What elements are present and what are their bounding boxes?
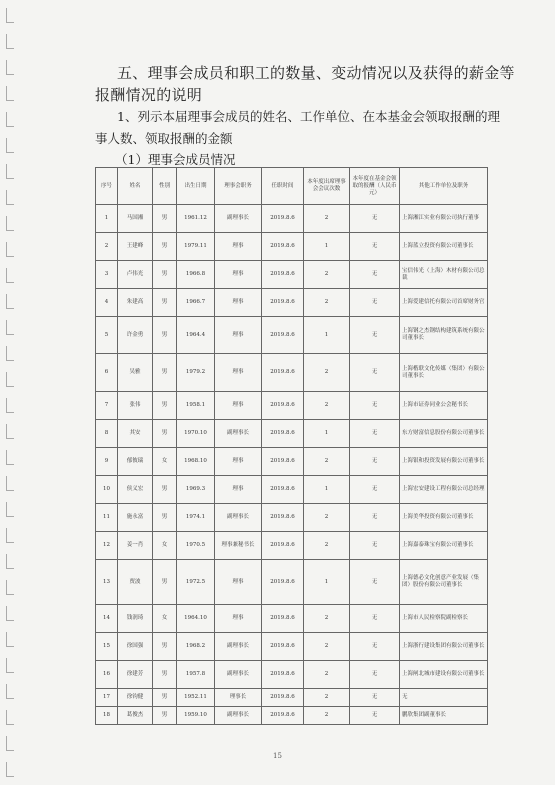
binding-mark [6,502,14,517]
paragraph-line2: 事人数、领取报酬的金额 [95,131,233,146]
cell-tenure: 2019.8.6 [262,605,304,633]
table-row [96,289,488,317]
cell-gender: 男 [153,707,177,725]
cell-birth: 1974.1 [177,504,215,532]
cell-pay: 无 [350,289,400,317]
cell-pay: 无 [350,661,400,689]
cell-meetings: 1 [304,233,350,261]
binding-mark [6,424,14,439]
cell-meetings: 2 [304,354,350,392]
cell-name: 王建峰 [118,233,153,261]
cell-tenure: 2019.8.6 [262,689,304,707]
cell-role: 副理事长 [215,504,262,532]
binding-mark [6,450,14,465]
header-cell: 本年度在基金会领取的报酬（人民币元） [350,168,400,205]
binding-mark [6,190,14,205]
cell-no: 11 [96,504,118,532]
cell-gender: 男 [153,233,177,261]
cell-org: 上海市人民检察院副检察长 [400,605,488,633]
paragraph-line1: 1、列示本届理事会成员的姓名、工作单位、在本基金会领取报酬的理 [117,109,500,124]
board-members-table [95,167,488,725]
cell-birth: 1964.10 [177,605,215,633]
header-cell: 理事会职务 [215,168,262,205]
cell-gender: 男 [153,289,177,317]
cell-name: 许金勇 [118,317,153,354]
binding-mark [6,112,14,127]
table-row [96,420,488,448]
cell-role: 副理事长 [215,661,262,689]
cell-meetings: 2 [304,605,350,633]
cell-meetings: 2 [304,661,350,689]
binding-mark [6,34,14,49]
cell-role: 理事 [215,392,262,420]
cell-role: 副理事长 [215,633,262,661]
cell-tenure: 2019.8.6 [262,532,304,560]
cell-name: 张伟 [118,392,153,420]
cell-gender: 女 [153,448,177,476]
cell-pay: 无 [350,233,400,261]
binding-mark [6,60,14,75]
cell-org: 上海德必文化创意产业发展（集团）股份有限公司董事长 [400,560,488,605]
header-cell: 其他工作单位及职务 [400,168,488,205]
cell-gender: 男 [153,392,177,420]
cell-pay: 无 [350,560,400,605]
cell-birth: 1964.4 [177,317,215,354]
cell-no: 8 [96,420,118,448]
cell-tenure: 2019.8.6 [262,420,304,448]
section-heading-line1: 五、理事会成员和职工的数量、变动情况以及获得的薪金等 [117,64,515,82]
cell-meetings: 2 [304,261,350,289]
cell-org: 上海美华投资有限公司董事长 [400,504,488,532]
cell-gender: 男 [153,560,177,605]
cell-gender: 男 [153,661,177,689]
cell-no: 10 [96,476,118,504]
cell-name: 姜一肖 [118,532,153,560]
cell-no: 17 [96,689,118,707]
cell-role: 理事长 [215,689,262,707]
cell-name: 徐建芳 [118,661,153,689]
cell-pay: 无 [350,261,400,289]
cell-name: 葛俊杰 [118,707,153,725]
cell-pay: 无 [350,354,400,392]
cell-gender: 男 [153,317,177,354]
cell-role: 理事 [215,448,262,476]
cell-no: 16 [96,661,118,689]
binding-mark [6,710,14,725]
cell-org: 上海闸北城市建设有限公司董事长 [400,661,488,689]
cell-gender: 男 [153,689,177,707]
binding-mark [6,138,14,153]
cell-tenure: 2019.8.6 [262,261,304,289]
cell-name: 郁彼瑞 [118,448,153,476]
header-cell: 姓名 [118,168,153,205]
binding-mark [6,736,14,751]
page-number: 15 [273,752,282,760]
table-row [96,661,488,689]
table-row [96,532,488,560]
cell-meetings: 2 [304,448,350,476]
cell-gender: 女 [153,605,177,633]
binding-mark [6,632,14,647]
cell-org: 上海银和投资发展有限公司董事长 [400,448,488,476]
cell-no: 6 [96,354,118,392]
cell-gender: 男 [153,420,177,448]
cell-role: 理事 [215,261,262,289]
cell-tenure: 2019.8.6 [262,392,304,420]
cell-gender: 男 [153,261,177,289]
cell-role: 理事兼秘书长 [215,532,262,560]
cell-role: 理事 [215,354,262,392]
table-row [96,317,488,354]
cell-name: 侯义宏 [118,476,153,504]
cell-tenure: 2019.8.6 [262,504,304,532]
cell-meetings: 2 [304,289,350,317]
cell-no: 13 [96,560,118,605]
cell-birth: 1979.2 [177,354,215,392]
cell-org: 鹏欣集团副董事长 [400,707,488,725]
binding-mark [6,346,14,361]
cell-pay: 无 [350,707,400,725]
cell-tenure: 2019.8.6 [262,661,304,689]
cell-name: 贾波 [118,560,153,605]
binding-mark [6,164,14,179]
cell-meetings: 2 [304,532,350,560]
cell-role: 副理事长 [215,420,262,448]
cell-meetings: 2 [304,504,350,532]
header-cell: 任职时间 [262,168,304,205]
cell-org: 上海嘉泰珠宝有限公司董事长 [400,532,488,560]
cell-no: 12 [96,532,118,560]
cell-name: 徐国强 [118,633,153,661]
cell-meetings: 2 [304,707,350,725]
table-row [96,476,488,504]
table-row [96,448,488,476]
cell-no: 15 [96,633,118,661]
binding-mark [6,320,14,335]
cell-pay: 无 [350,392,400,420]
cell-name: 钱润琦 [118,605,153,633]
cell-pay: 无 [350,420,400,448]
cell-role: 理事 [215,317,262,354]
binding-mark [6,372,14,387]
cell-org: 上海市证券同业公会秘书长 [400,392,488,420]
header-cell: 性别 [153,168,177,205]
cell-tenure: 2019.8.6 [262,448,304,476]
header-cell: 出生日期 [177,168,215,205]
cell-birth: 1966.7 [177,289,215,317]
cell-pay: 无 [350,317,400,354]
cell-tenure: 2019.8.6 [262,560,304,605]
cell-pay: 无 [350,532,400,560]
table-row [96,233,488,261]
table-row [96,707,488,725]
cell-tenure: 2019.8.6 [262,233,304,261]
cell-role: 理事 [215,476,262,504]
cell-no: 7 [96,392,118,420]
table-row [96,504,488,532]
cell-no: 14 [96,605,118,633]
cell-org: 宝信伟光（上海）木材有限公司总裁 [400,261,488,289]
cell-org: 上海浙行建设集团有限公司董事长 [400,633,488,661]
cell-gender: 女 [153,532,177,560]
cell-tenure: 2019.8.6 [262,289,304,317]
table-row [96,205,488,233]
cell-role: 副理事长 [215,707,262,725]
cell-no: 5 [96,317,118,354]
cell-birth: 1972.5 [177,560,215,605]
cell-pay: 无 [350,689,400,707]
cell-birth: 1969.3 [177,476,215,504]
cell-pay: 无 [350,476,400,504]
cell-role: 理事 [215,233,262,261]
cell-no: 4 [96,289,118,317]
cell-meetings: 1 [304,420,350,448]
cell-org: 东方财富信息股份有限公司董事长 [400,420,488,448]
cell-birth: 1970.5 [177,532,215,560]
cell-no: 3 [96,261,118,289]
cell-tenure: 2019.8.6 [262,354,304,392]
binding-mark [6,216,14,231]
cell-tenure: 2019.8.6 [262,205,304,233]
cell-meetings: 2 [304,633,350,661]
cell-org: 上海蓝立投资有限公司董事长 [400,233,488,261]
cell-tenure: 2019.8.6 [262,633,304,661]
table-subtitle: （1）理事会成员情况 [115,152,236,167]
cell-gender: 男 [153,633,177,661]
cell-no: 2 [96,233,118,261]
cell-meetings: 1 [304,476,350,504]
cell-role: 理事 [215,289,262,317]
cell-pay: 无 [350,448,400,476]
cell-org: 上海楷联文化传媒（集团）有限公司董事长 [400,354,488,392]
section-heading [95,62,517,106]
cell-name: 朱建高 [118,289,153,317]
cell-name: 施永富 [118,504,153,532]
cell-name: 徐钧健 [118,689,153,707]
cell-gender: 男 [153,476,177,504]
table-row [96,633,488,661]
cell-no: 1 [96,205,118,233]
cell-org: 上海爱建信托有限公司首席财务官 [400,289,488,317]
binding-mark [6,476,14,491]
table-row [96,354,488,392]
cell-birth: 1959.10 [177,707,215,725]
header-cell: 本年度出席理事会会议次数 [304,168,350,205]
binding-mark [6,242,14,257]
cell-name: 卢伟光 [118,261,153,289]
cell-name: 其安 [118,420,153,448]
cell-birth: 1968.10 [177,448,215,476]
binding-mark [6,658,14,673]
cell-org: 上海湘江实业有限公司执行董事 [400,205,488,233]
cell-birth: 1970.10 [177,420,215,448]
cell-tenure: 2019.8.6 [262,317,304,354]
cell-pay: 无 [350,504,400,532]
cell-name: 马国湘 [118,205,153,233]
binding-mark [6,762,14,777]
binding-mark [6,554,14,569]
binding-mark [6,684,14,699]
cell-tenure: 2019.8.6 [262,707,304,725]
cell-gender: 男 [153,205,177,233]
description-paragraph [95,106,502,150]
cell-org: 无 [400,689,488,707]
table-row [96,392,488,420]
binding-mark [6,8,14,23]
cell-birth: 1952.11 [177,689,215,707]
cell-gender: 男 [153,504,177,532]
cell-pay: 无 [350,205,400,233]
cell-tenure: 2019.8.6 [262,476,304,504]
cell-org: 上海宏安建设工程有限公司总经理 [400,476,488,504]
binding-mark [6,86,14,101]
table-row [96,560,488,605]
cell-role: 理事 [215,605,262,633]
cell-no: 18 [96,707,118,725]
binding-mark [6,528,14,543]
cell-birth: 1961.12 [177,205,215,233]
binding-mark [6,580,14,595]
binding-mark [6,398,14,413]
cell-role: 副理事长 [215,205,262,233]
binding-margin-marks [0,0,18,785]
cell-meetings: 1 [304,317,350,354]
cell-role: 理事 [215,560,262,605]
cell-birth: 1968.2 [177,633,215,661]
binding-mark [6,294,14,309]
cell-meetings: 2 [304,392,350,420]
cell-org: 上海钢之杰钢结构建筑系统有限公司董事长 [400,317,488,354]
cell-meetings: 1 [304,560,350,605]
table-row [96,689,488,707]
binding-mark [6,268,14,283]
cell-birth: 1979.11 [177,233,215,261]
cell-name: 吴雅 [118,354,153,392]
cell-pay: 无 [350,633,400,661]
cell-birth: 1958.1 [177,392,215,420]
header-cell: 序号 [96,168,118,205]
cell-pay: 无 [350,605,400,633]
cell-birth: 1957.8 [177,661,215,689]
cell-no: 9 [96,448,118,476]
table-row [96,261,488,289]
cell-birth: 1966.8 [177,261,215,289]
cell-meetings: 2 [304,205,350,233]
cell-meetings: 2 [304,689,350,707]
cell-gender: 男 [153,354,177,392]
binding-mark [6,606,14,621]
section-heading-line2: 报酬情况的说明 [95,86,203,104]
table-header-row [96,168,488,205]
table-row [96,605,488,633]
